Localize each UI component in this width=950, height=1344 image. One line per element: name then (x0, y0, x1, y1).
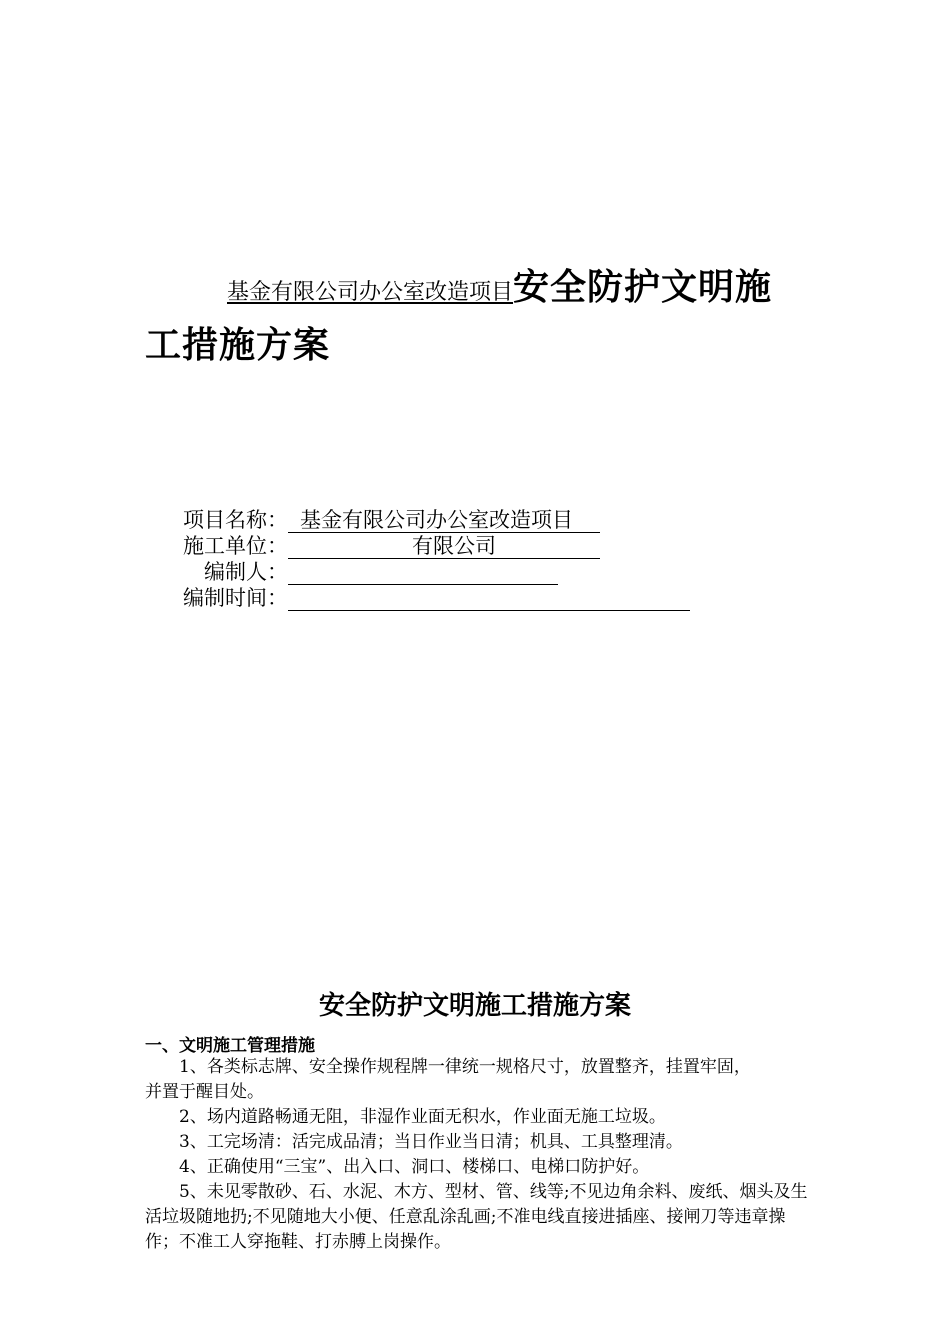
editor-value (288, 559, 558, 585)
project-name-label: 项目名称： (183, 508, 288, 532)
cover-company-project: 基金有限公司办公室改造项目 (227, 280, 514, 305)
cover-title-part1: 安全防护文明施 (513, 267, 773, 308)
unit-row (168, 533, 690, 559)
unit-label: 施工单位： (183, 534, 288, 558)
time-value (288, 585, 690, 611)
measure-item-1: 1、各类标志牌、安全操作规程牌一律统一规格尺寸，放置整齐，挂置牢固，并置于醒目处。 (145, 1057, 751, 1102)
time-label: 编制时间： (183, 586, 288, 610)
measures-list (145, 1055, 815, 1255)
section-title: 安全防护文明施工措施方案 (318, 991, 631, 1021)
measure-item-4: 4、正确使用“三宝”、出入口、洞口、楼梯口、电梯口防护好。 (179, 1157, 650, 1177)
section-heading-1: 一、文明施工管理措施 (145, 1036, 315, 1056)
cover-info-block (168, 507, 690, 611)
editor-label: 编制人： (204, 560, 288, 584)
cover-title (145, 262, 825, 378)
time-row (168, 585, 690, 611)
project-name-row (168, 507, 690, 533)
cover-title-part2: 工措施方案 (145, 325, 331, 366)
measure-item-5: 5、未见零散砂、石、水泥、木方、型材、管、线等;不见边角余料、废纸、烟头及生活垃圾随地扔;不见随地大小便、任意乱涂乱画;不准电线直接进插座、接闸刀等违章操作；不准工人穿拖鞋、打赤膊上岗操作。 (145, 1182, 808, 1252)
measure-item-3: 3、工完场清：活完成品清；当日作业当日清；机具、工具整理清。 (179, 1132, 683, 1152)
measure-item-2: 2、场内道路畅通无阻，非湿作业面无积水，作业面无施工垃圾。 (179, 1107, 666, 1127)
unit-value: 有限公司 (288, 534, 600, 559)
editor-row (168, 559, 690, 585)
project-name-value: 基金有限公司办公室改造项目 (288, 508, 600, 533)
